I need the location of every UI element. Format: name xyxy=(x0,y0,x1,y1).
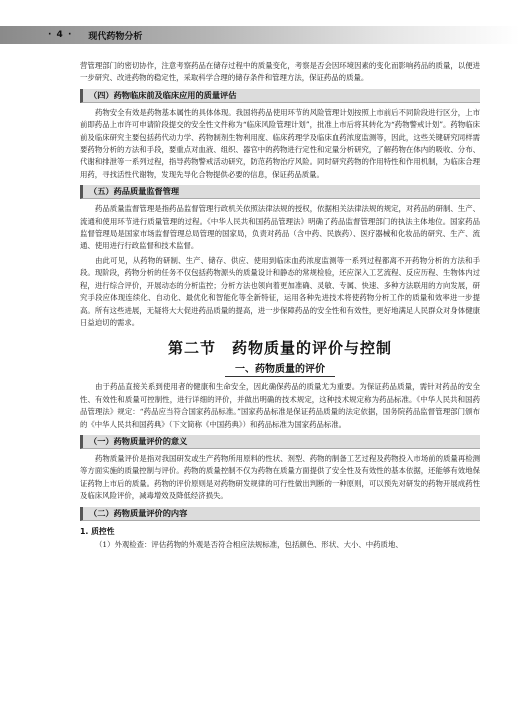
section-title-text: 药物质量的评价与控制 xyxy=(232,339,393,358)
paragraph-continued: 营管理部门的密切协作，注意考察药品在储存过程中的质量变化，考察是否会因环境因素的变化而影响药品的质量，以便进一步研究、改进药物的稳定性，采取科学合理的储存条件和管理方法，保证药品的质量。 xyxy=(80,61,480,83)
chapter-section-title xyxy=(80,337,480,358)
paragraph: 由此可见，从药物的研制、生产、储存、供应、使用到临床血药浓度监测等一系列过程都离不开药物分析的方法和手段。现阶段，药物分析的任务不仅包括药物源头的质量设计和静态的常规检验，还应深入工艺流程、反应历程、生物体内过程，进行综合评价，开展动态的分析监控；分析方法也领向着更加准确、灵敏、专属、快速、多种方法联用的方向发展，研究手段应体现连续化、自动化、最优化和智能化等全新特征，运用各种先进技术将使药物分析工作的质量和效率进一步提高。所有这些进展，无疑将大大促进药品质量的提高，进一步保障药品的安全性和有效性，更好地满足人民群众对身体健康日益迫切的需求。 xyxy=(80,255,480,327)
paragraph: （1）外观检查：评估药物的外观是否符合相应法规标准，包括颜色、形状、大小、中药质地、 xyxy=(95,539,403,549)
page-body xyxy=(80,60,480,553)
section-heading-4: （四）药物临床前及临床应用的质量评估 xyxy=(80,89,480,103)
paragraph: 药物安全有效是药物基本属性的具体体现。我国将药品使用环节的风险管理计划按照上市前后不同阶段进行区分，上市前即药品上市许可申请阶段提交的安全性文件称为“临床风险管理计划”，批准上市后将其转化为“药物警戒计划”。药物临床前及临床研究主要包括药代动力学、药物制剂生物利用度、临床药理学及临床血药浓度监测等，因此，这些关键研究同样需要药物分析的方法和手段，要重点对血液、组织、器官中的药物进行定性和定量分析研究，了解药物在体内的吸收、分布、代谢和排泄等一系列过程，指导药物警戒活动研究，防范药物治疗风险。同时研究药物的作用特性和作用机制，为临床合理用药，寻找活性代谢物，发现先导化合物提供必要的信息，保证药品质量。 xyxy=(80,107,480,179)
item-heading: 1. 质控性 xyxy=(80,526,115,536)
running-header xyxy=(0,26,520,44)
sub-heading-significance: （一）药物质量评价的意义 xyxy=(80,435,480,449)
paragraph: 药物质量评价是指对我国研发或生产药物所用原料的性状、剂型、药物的制备工艺过程及药物投入市场前的质量再检测等方面实施的质量控制与评价。药物的质量控制不仅为药物在质量方面提供了安全性及有效性的基本依据，还能够有效地保证药物上市后的质量。药物的评价原则是对药物研发规律的可行性做出判断的一种原则，可以预先对研发的药物开展成药性及临床风险评价，减毒增效及降低经济损失。 xyxy=(80,453,480,501)
subheading xyxy=(80,360,480,375)
page-number: · 4 · xyxy=(48,30,73,40)
paragraph: 药品质量监督管理是指药品监督管理行政机关依照法律法规的授权，依据相关法律法规的规定，对药品的研制、生产、流通和使用环节进行质量管理的过程。《中华人民共和国药品管理法》明确了药品监督管理部门的执法主体地位。国家药品监督管理局是国家市场监督管理总局管理的国家局，负责对药品（含中药、民族药）、医疗器械和化妆品的研究、生产、流通、使用进行行政监督和技术监督。 xyxy=(80,204,480,251)
section-heading-5: （五）药品质量监督管理 xyxy=(80,185,480,199)
paragraph: 由于药品直接关系到使用者的健康和生命安全，因此确保药品的质量尤为重要。为保证药品质量，需针对药品的安全性、有效性和质量可控制性，进行详细的评价，并做出明确的技术规定，这种技术规定称为药品标准。《中华人民共和国药品管理法》规定：“药品应当符合国家药品标准。”国家药品标准是保证药品质量的法定依据，国务院药品监督管理部门颁布的《中华人民共和国药典》（下文简称《中国药典》）和药品标准为国家药品标准。 xyxy=(80,382,480,429)
section-number: 第二节 xyxy=(167,339,216,358)
subheading-text: 一、药物质量的评价 xyxy=(225,364,335,377)
book-title: 现代药物分析 xyxy=(88,31,143,42)
sub-heading-content: （二）药物质量评价的内容 xyxy=(80,507,480,521)
